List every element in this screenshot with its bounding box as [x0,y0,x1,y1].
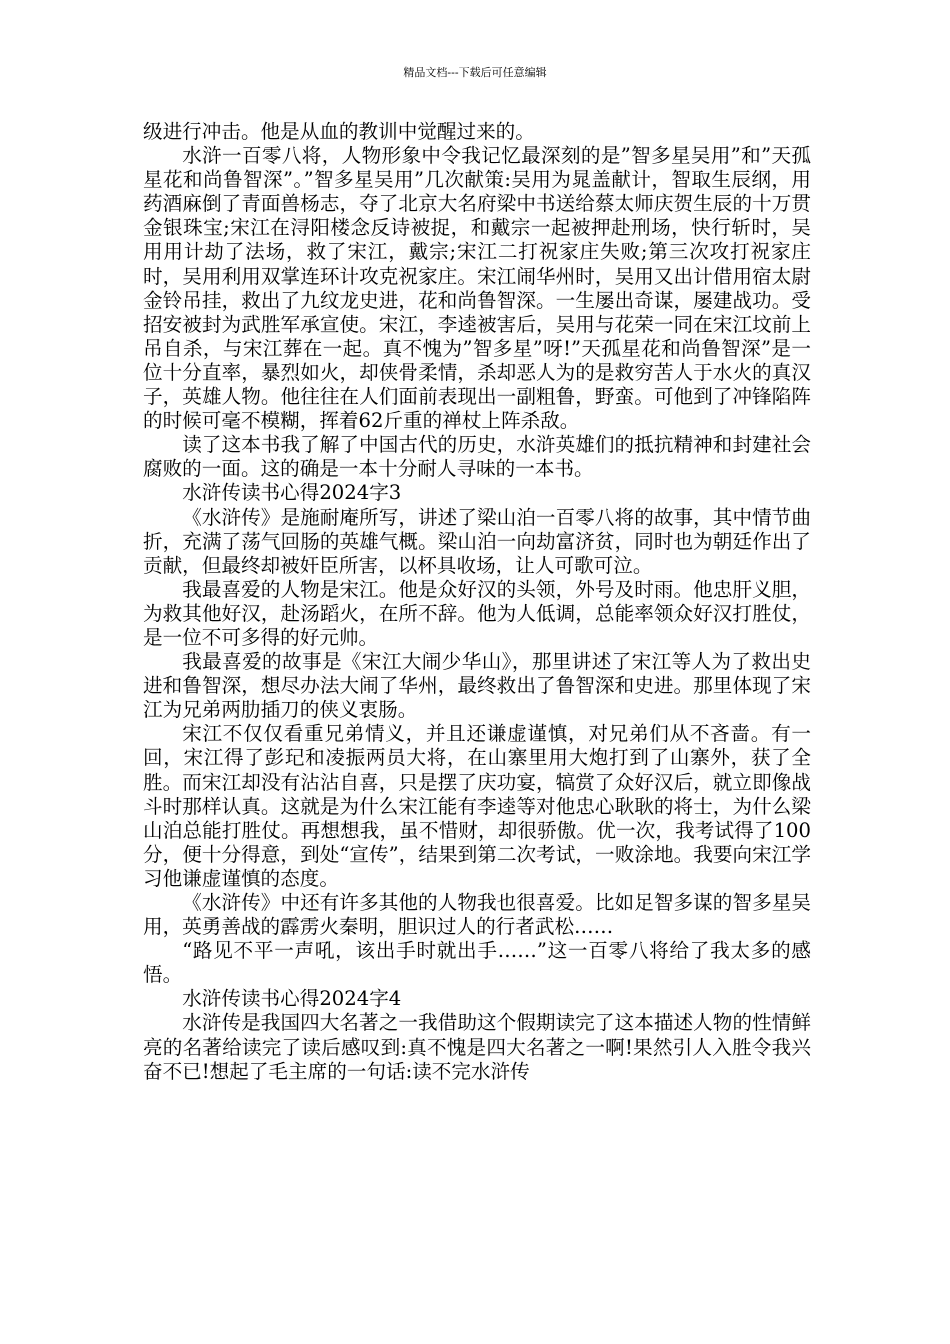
section-heading-3: 水浒传读书心得2024字3 [182,481,402,505]
paragraph-insight: “路见不平一声吼，该出手时就出手……”这一百零八将给了我太多的感悟。 [143,939,811,987]
page-header: 精品文档---下载后可任意编辑 [403,66,547,79]
paragraph-intro-4: 水浒传是我国四大名著之一我借助这个假期读完了这本描述人物的性情鲜亮的名著给读完了读后感叹到:真不愧是四大名著之一啊!果然引人入胜令我兴奋不已!想起了毛主席的一句话:读不完水浒传 [143,1011,811,1083]
paragraph-song-jiang: 我最喜爱的人物是宋江。他是众好汉的头领，外号及时雨。他忠肝义胆，为救其他好汉，赴汤蹈火，在所不辞。他为人低调，总能率领众好汉打胜仗，是一位不可多得的好元帅。 [143,577,811,649]
paragraph-continuation: 级进行冲击。他是从血的教训中觉醒过来的。 [143,120,535,143]
paragraph-modesty: 宋江不仅仅看重兄弟情义，并且还谦虚谨慎，对兄弟们从不吝啬。有一回，宋江得了彭玘和凌振两员大将，在山寨里用大炮打到了山寨外，获了全胜。而宋江却没有沾沾自喜，只是摆了庆功宴，犒赏了众好汉后，就立即像战斗时那样认真。这就是为什么宋江能有李逵等对他忠心耿耿的将士，为什么梁山泊总能打胜仗。再想想我，虽不惜财，却很骄傲。优一次，我考试得了100分，便十分得意，到处“宣传”，结果到第二次考试，一败涂地。我要向宋江学习他谦虚谨慎的态度。 [143,722,811,890]
paragraph-favorite-story: 我最喜爱的故事是《宋江大闹少华山》，那里讲述了宋江等人为了救出史进和鲁智深，想尽办法大闹了华州，最终救出了鲁智深和史进。那里体现了宋江为兄弟两肋插刀的侠义衷肠。 [143,650,811,722]
section-heading-4: 水浒传读书心得2024字4 [182,987,402,1011]
paragraph-conclusion: 读了这本书我了解了中国古代的历史，水浒英雄们的抵抗精神和封建社会腐败的一面。这的确是一本十分耐人寻味的一本书。 [143,433,811,481]
paragraph-other-characters: 《水浒传》中还有许多其他的人物我也很喜爱。比如足智多谋的智多星吴用，英勇善战的霹雳火秦明，胆识过人的行者武松…… [143,891,811,939]
document-body [143,120,811,1084]
paragraph-wu-yong-lu-zhishen: 水浒一百零八将，人物形象中令我记忆最深刻的是”智多星吴用”和”天孤星花和尚鲁智深”。”智多星吴用”几次献策:吴用为晁盖献计，智取生辰纲，用药酒麻倒了青面兽杨志，夺了北京大名府梁中书送给蔡太师庆贺生辰的十万贯金银珠宝;宋江在浔阳楼念反诗被捉，和戴宗一起被押赴刑场，快行斩时，吴用用计劫了法场，救了宋江，戴宗;宋江二打祝家庄失败;第三次攻打祝家庄时，吴用利用双掌连环计攻克祝家庄。宋江闹华州时，吴用又出计借用宿太尉金铃吊挂，救出了九纹龙史进，花和尚鲁智深。一生屡出奇谋，屡建战功。受招安被封为武胜军承宣使。宋江，李逵被害后，吴用与花荣一同在宋江坟前上吊自杀，与宋江葬在一起。真不愧为”智多星”呀!”天孤星花和尚鲁智深”是一位十分直率，暴烈如火，却侠骨柔情，杀却恶人为的是救穷苦人于水火的真汉子，英雄人物。他往往在人们面前表现出一副粗鲁，野蛮。可他到了冲锋陷阵的时候可毫不模糊，挥着62斤重的禅杖上阵杀敌。 [143,144,811,433]
paragraph-intro-3: 《水浒传》是施耐庵所写，讲述了梁山泊一百零八将的故事，其中情节曲折，充满了荡气回肠的英雄气概。梁山泊一向劫富济贫，同时也为朝廷作出了贡献，但最终却被奸臣所害，以杯具收场，让人可歌可泣。 [143,505,811,577]
